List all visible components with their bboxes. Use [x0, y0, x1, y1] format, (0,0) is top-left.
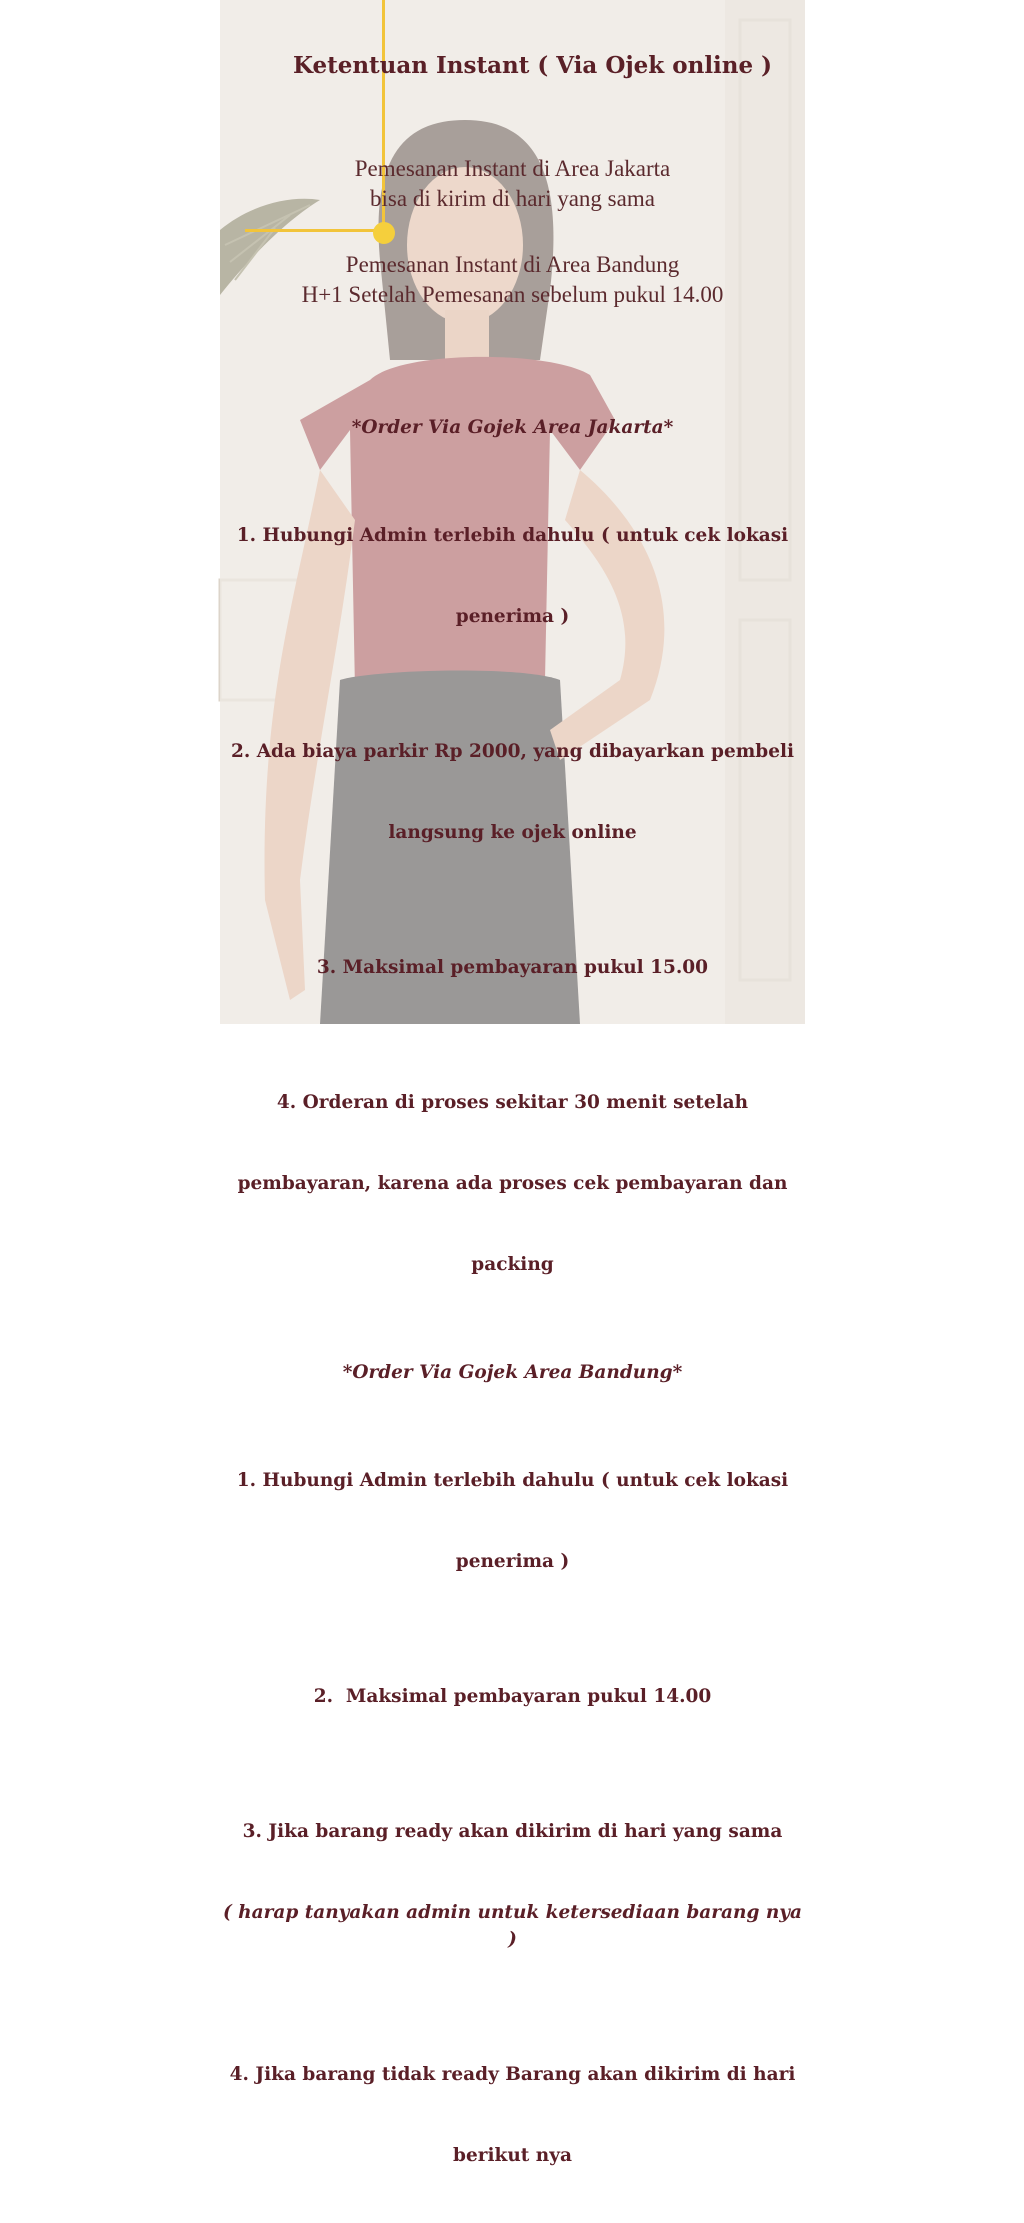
bandung-rule-list — [220, 1413, 809, 2223]
bandung-rule-2 — [220, 1629, 805, 1764]
story-card — [220, 0, 809, 2166]
intro-bandung — [220, 250, 805, 310]
jakarta-rule-2-line1: 2. Ada biaya parkir Rp 2000, yang dibayarkan pembeli — [230, 741, 795, 762]
accent-dot — [373, 222, 395, 244]
jakarta-rule-3 — [220, 900, 805, 1035]
jakarta-rule-2 — [220, 684, 805, 900]
bandung-rule-3-line1: 3. Jika barang ready akan dikirim di hari yang sama — [242, 1821, 783, 1842]
bandung-section-heading: *Order Via Gojek Area Bandung* — [342, 1362, 683, 1383]
intro-jakarta-line2: bisa di kirim di hari yang sama — [370, 186, 655, 211]
bandung-rule-2-line1: 2. Maksimal pembayaran pukul 14.00 — [313, 1686, 712, 1707]
jakarta-rule-4 — [220, 1035, 805, 1332]
jakarta-section-heading: *Order Via Gojek Area Jakarta* — [351, 417, 674, 438]
intro-bandung-line1: Pemesanan Instant di Area Bandung — [345, 252, 680, 277]
bandung-rule-3-line2: ( harap tanyakan admin untuk ketersediaan barang nya ) — [222, 1902, 809, 1950]
bandung-rule-4 — [220, 2007, 805, 2223]
jakarta-rule-2-line2: langsung ke ojek online — [388, 822, 637, 843]
intro-bandung-line2: H+1 Setelah Pemesanan sebelum pukul 14.00 — [301, 282, 724, 307]
jakarta-rule-4-line1: 4. Orderan di proses sekitar 30 menit setelah — [276, 1092, 749, 1113]
bandung-rule-4-line2: berikut nya — [453, 2145, 572, 2166]
jakarta-rule-1 — [220, 468, 805, 684]
rules-block — [220, 414, 809, 2223]
bandung-rule-3 — [220, 1764, 809, 2007]
jakarta-rule-3-line1: 3. Maksimal pembayaran pukul 15.00 — [316, 957, 709, 978]
bandung-rule-4-line1: 4. Jika barang tidak ready Barang akan dikirim di hari — [229, 2064, 796, 2085]
intro-jakarta-line1: Pemesanan Instant di Area Jakarta — [354, 156, 671, 181]
bandung-rule-1-line1: 1. Hubungi Admin terlebih dahulu ( untuk cek lokasi — [236, 1470, 789, 1491]
bandung-rule-1-line2: penerima ) — [455, 1551, 570, 1572]
jakarta-rule-1-line1: 1. Hubungi Admin terlebih dahulu ( untuk cek lokasi — [236, 525, 789, 546]
page-title: Ketentuan Instant ( Via Ojek online ) — [292, 52, 773, 79]
jakarta-rule-list — [220, 468, 805, 1332]
bandung-rule-1 — [220, 1413, 805, 1629]
jakarta-rule-4-line2: pembayaran, karena ada proses cek pembayaran dan — [237, 1173, 788, 1194]
jakarta-rule-4-line3: packing — [471, 1254, 554, 1275]
jakarta-rule-1-line2: penerima ) — [455, 606, 570, 627]
intro-jakarta — [230, 154, 795, 214]
